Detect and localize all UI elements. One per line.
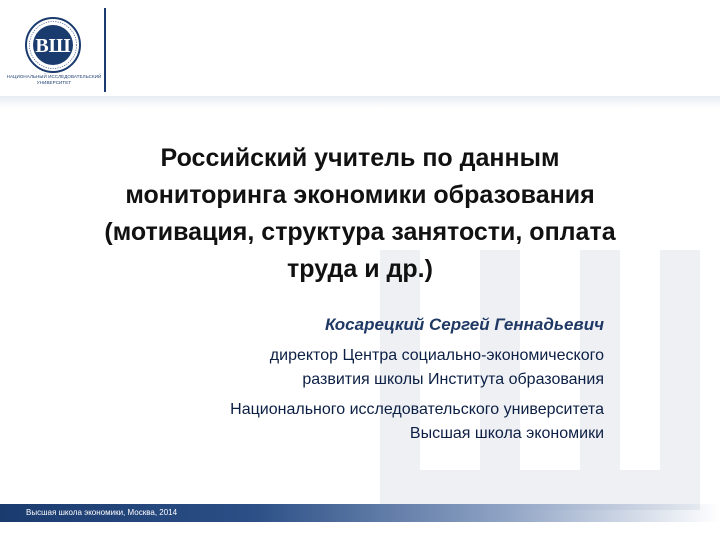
author-org-line: Высшая школа экономики (409, 425, 604, 442)
title-line: труда и др.) (287, 255, 433, 283)
hse-emblem-icon (24, 16, 82, 74)
slide-title (60, 140, 660, 288)
footer-text: Высшая школа экономики, Москва, 2014 (26, 508, 178, 517)
hse-logo (0, 0, 108, 100)
logo-caption: НАЦИОНАЛЬНЫЙ ИССЛЕДОВАТЕЛЬСКИЙ УНИВЕРСИТЕТ (6, 74, 102, 85)
title-line: мониторинга экономики образования (125, 181, 595, 209)
title-line: Российский учитель по данным (160, 144, 560, 172)
author-org-line: Национального исследовательского университета (230, 401, 604, 418)
title-line: (мотивация, структура занятости, оплата (104, 218, 616, 246)
author-role-line: развития школы Института образования (302, 371, 604, 388)
author-info (120, 312, 604, 446)
author-name: Косарецкий Сергей Геннадьевич (324, 315, 604, 334)
slide-header (0, 0, 720, 100)
header-divider (104, 8, 106, 92)
author-role-line: директор Центра социально-экономического (269, 347, 604, 364)
slide-footer (0, 504, 720, 522)
header-shadow (0, 96, 720, 108)
svg-text:ВШ: ВШ (35, 35, 71, 57)
